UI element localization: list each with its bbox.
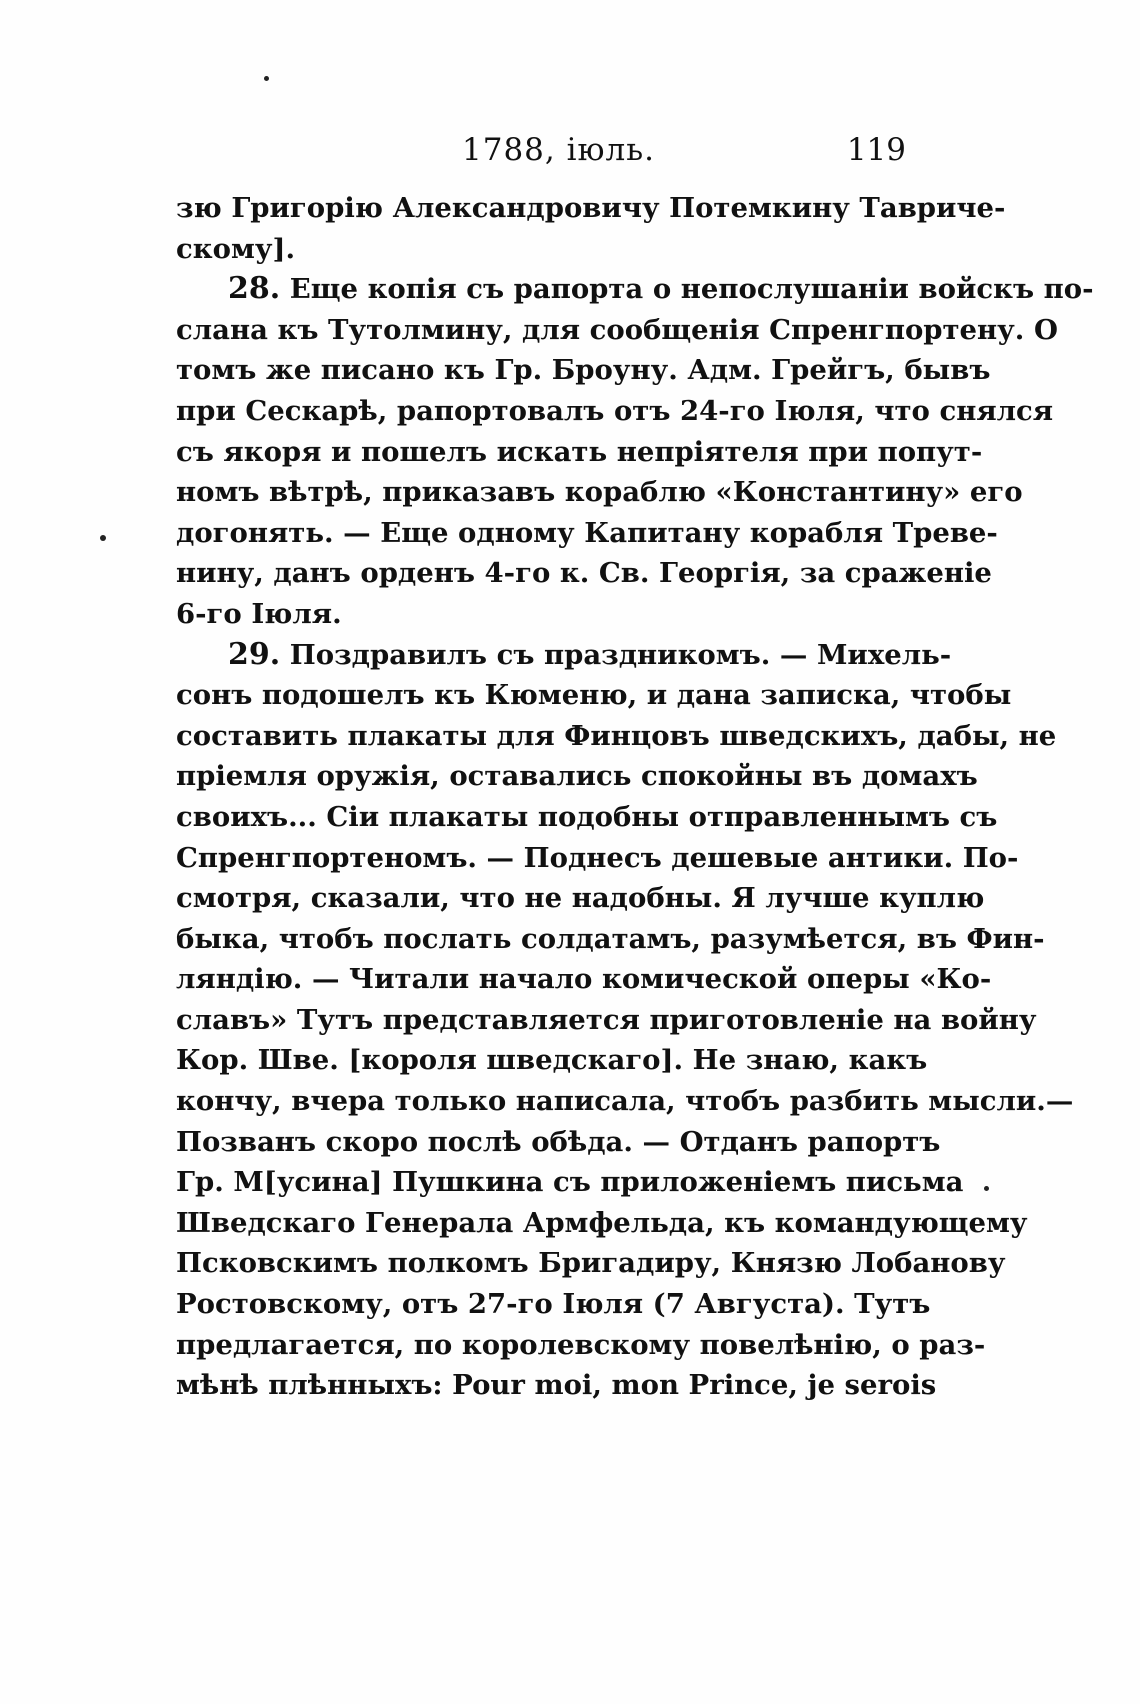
line-text: быка, чтобъ послать солдатамъ, разумѣется, въ Фин-	[176, 922, 1045, 955]
text-line	[176, 756, 978, 797]
text-line	[176, 675, 1012, 716]
text-line	[176, 1243, 1006, 1284]
text-line	[176, 472, 1023, 513]
book-page	[176, 128, 1094, 1406]
text-line	[176, 1284, 931, 1325]
text-line	[176, 432, 983, 473]
text-line	[176, 1122, 941, 1163]
line-text: Спренгпортеномъ. — Поднесъ дешевые антики. По-	[176, 841, 1019, 874]
line-text: пріемля оружія, оставались спокойны въ домахъ	[176, 760, 978, 793]
text-line	[176, 269, 1094, 310]
line-text: составить плакаты для Финцовъ шведскихъ, дабы, не	[176, 719, 1057, 752]
text-line	[176, 959, 992, 1000]
entry-date-number: 29.	[228, 636, 281, 672]
ink-speck	[100, 535, 106, 541]
line-text: скому].	[176, 232, 296, 265]
text-line	[176, 594, 908, 635]
text-line	[176, 229, 908, 270]
text-line	[176, 1081, 1074, 1122]
ink-speck	[984, 1186, 989, 1191]
text-line	[176, 716, 1057, 757]
line-text: Псковскимъ полкомъ Бригадиру, Князю Лобанову	[176, 1247, 1006, 1280]
line-text: своихъ... Сіи плакаты подобны отправленнымъ съ	[176, 800, 998, 833]
line-text: зю Григорію Александровичу Потемкину Тавриче-	[176, 192, 1006, 224]
text-line	[176, 635, 952, 676]
body-text	[176, 188, 1094, 1406]
line-text: Ростовскому, отъ 27-го Іюля (7 Августа). Тутъ	[176, 1288, 931, 1321]
line-text: славъ» Тутъ представляется приготовленіе на войну	[176, 1003, 1037, 1036]
line-text: Еще копія съ рапорта о непослушаніи войскъ по-	[280, 273, 1094, 306]
line-text: при Сескарѣ, рапортовалъ отъ 24-го Іюля, что снялся	[176, 394, 1054, 427]
text-line	[176, 797, 998, 838]
running-header	[176, 128, 908, 172]
text-line	[176, 838, 1019, 879]
line-text: кончу, вчера только написала, чтобъ разбить мысли.—	[176, 1085, 1074, 1118]
text-line	[176, 919, 1045, 960]
text-line	[176, 553, 992, 594]
entry-date-number: 28.	[228, 271, 281, 307]
line-text: 6-го Іюля.	[176, 597, 342, 630]
text-line	[176, 1040, 928, 1081]
page-number: 119	[846, 132, 906, 168]
text-line	[176, 513, 998, 554]
line-text: предлагается, по королевскому повелѣнію, о раз-	[176, 1328, 986, 1361]
text-line	[176, 1162, 964, 1203]
text-line	[176, 1203, 1028, 1244]
line-text: мѣнѣ плѣнныхъ: Pour moi, mon Prince, je serois	[176, 1369, 937, 1402]
line-text: томъ же писано къ Гр. Броуну. Адм. Грейгъ, бывъ	[176, 354, 991, 387]
line-text: Позванъ скоро послѣ обѣда. — Отданъ рапортъ	[176, 1125, 941, 1158]
line-text: слана къ Тутолмину, для сообщенія Спренгпортену. О	[176, 313, 1058, 346]
text-line	[176, 350, 991, 391]
text-line	[176, 391, 1054, 432]
line-text: сонъ подошелъ къ Кюменю, и дана записка, чтобы	[176, 679, 1012, 712]
line-text: ляндію. — Читали начало комической оперы «Ко-	[176, 963, 992, 996]
text-line	[176, 310, 1058, 351]
line-text: Шведскаго Генерала Армфельда, къ командующему	[176, 1206, 1028, 1239]
text-line	[176, 1000, 1037, 1041]
line-text: смотря, сказали, что не надобны. Я лучше куплю	[176, 882, 985, 915]
text-line	[176, 878, 985, 919]
text-line	[176, 1325, 986, 1366]
line-text: Гр. М[усина] Пушкина съ приложеніемъ письма	[176, 1166, 964, 1199]
line-text: Кор. Шве. [короля шведскаго]. Не знаю, какъ	[176, 1044, 928, 1077]
line-text: съ якоря и пошелъ искать непріятеля при попут-	[176, 435, 983, 468]
line-text: нину, данъ орденъ 4-го к. Св. Георгія, за сраженіе	[176, 557, 992, 590]
text-line	[176, 188, 1006, 229]
line-text: Поздравилъ съ праздникомъ. — Михель-	[280, 638, 952, 671]
line-text: догонять. — Еще одному Капитану корабля Треве-	[176, 516, 998, 549]
text-line	[176, 1365, 937, 1406]
line-text: номъ вѣтрѣ, приказавъ кораблю «Константину» его	[176, 476, 1023, 509]
ink-speck	[264, 76, 269, 81]
running-title: 1788, іюль.	[462, 132, 655, 168]
